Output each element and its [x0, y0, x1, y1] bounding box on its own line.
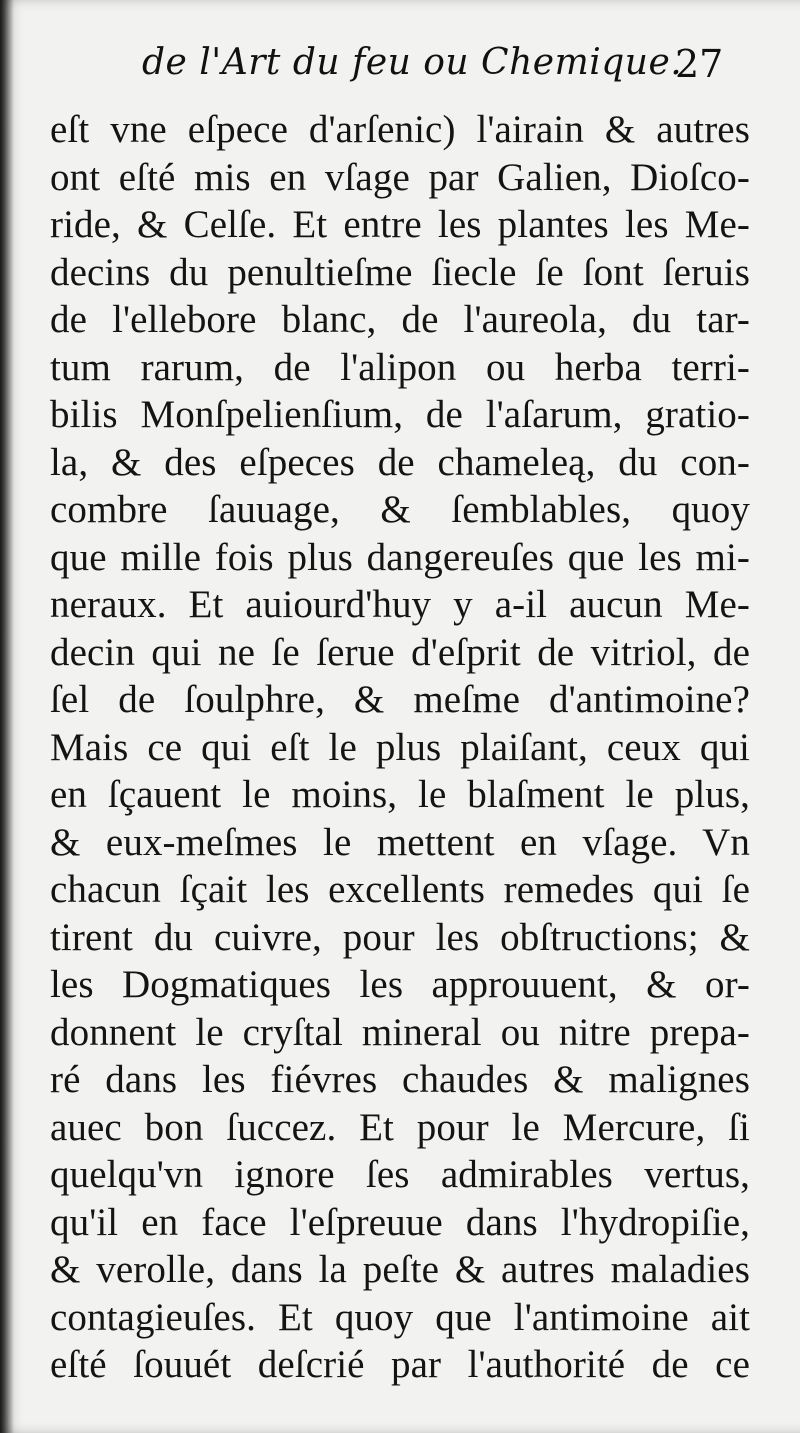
text-line: bilis Monſpelienſium, de l'aſarum, gratio-: [50, 393, 750, 436]
text-line: ride, & Celſe. Et entre les plantes les Me-: [50, 203, 750, 246]
body-text: [50, 106, 750, 1389]
text-line: qu'il en face l'eſpreuue dans l'hydropiſie,: [50, 1200, 750, 1244]
text-line: tum rarum, de l'alipon ou herba terri-: [50, 345, 750, 389]
text-line: que mille fois plus dangereuſes que les mi-: [50, 535, 750, 579]
text-line: quelqu'vn ignore ſes admirables vertus,: [50, 1153, 750, 1196]
text-line: de l'ellebore blanc, de l'aureola, du tar-: [50, 298, 750, 341]
text-line: & eux-meſmes le mettent en vſage. Vn: [50, 820, 750, 864]
page-gutter-shadow: [0, 0, 14, 1433]
text-line: eſté ſouuét deſcrié par l'authorité de ce: [50, 1343, 750, 1386]
text-line: ont eſté mis en vſage par Galien, Dioſco-: [50, 155, 750, 199]
page-header: [0, 42, 800, 102]
running-title: de l'Art du feu ou Chemique.: [142, 42, 683, 83]
text-line: la, & des eſpeces de chameleą, du con-: [50, 440, 750, 484]
text-line: ſel de ſoulphre, & meſme d'antimoine?: [50, 678, 750, 721]
text-line: combre ſauuage, & ſemblables, quoy: [50, 488, 750, 531]
text-line: chacun ſçait les excellents remedes qui ſe: [50, 868, 750, 911]
text-line: contagieuſes. Et quoy que l'antimoine ait: [50, 1295, 750, 1339]
text-line: tirent du cuivre, pour les obſtructions; &: [50, 915, 750, 959]
text-line: auec bon ſuccez. Et pour le Mercure, ſi: [50, 1105, 750, 1149]
text-line: les Dogmatiques les approuuent, & or-: [50, 963, 750, 1006]
page-number: 27: [675, 42, 724, 86]
text-line: Mais ce qui eſt le plus plaiſant, ceux qui: [50, 725, 750, 769]
text-line: donnent le cryſtal mineral ou nitre prepa-: [50, 1010, 750, 1054]
text-line: ré dans les fiévres chaudes & malignes: [50, 1058, 750, 1101]
text-line: neraux. Et auiourd'huy y a-il aucun Me-: [50, 583, 750, 626]
text-line: decins du penultieſme ſiecle ſe ſont ſeruis: [50, 250, 750, 294]
text-line: eſt vne eſpece d'arſenic) l'airain & autres: [50, 108, 750, 151]
text-line: decin qui ne ſe ſerue d'eſprit de vitriol, de: [50, 630, 750, 674]
text-line: en ſçauent le moins, le blaſment le plus,: [50, 773, 750, 816]
text-line: & verolle, dans la peſte & autres maladies: [50, 1248, 750, 1291]
